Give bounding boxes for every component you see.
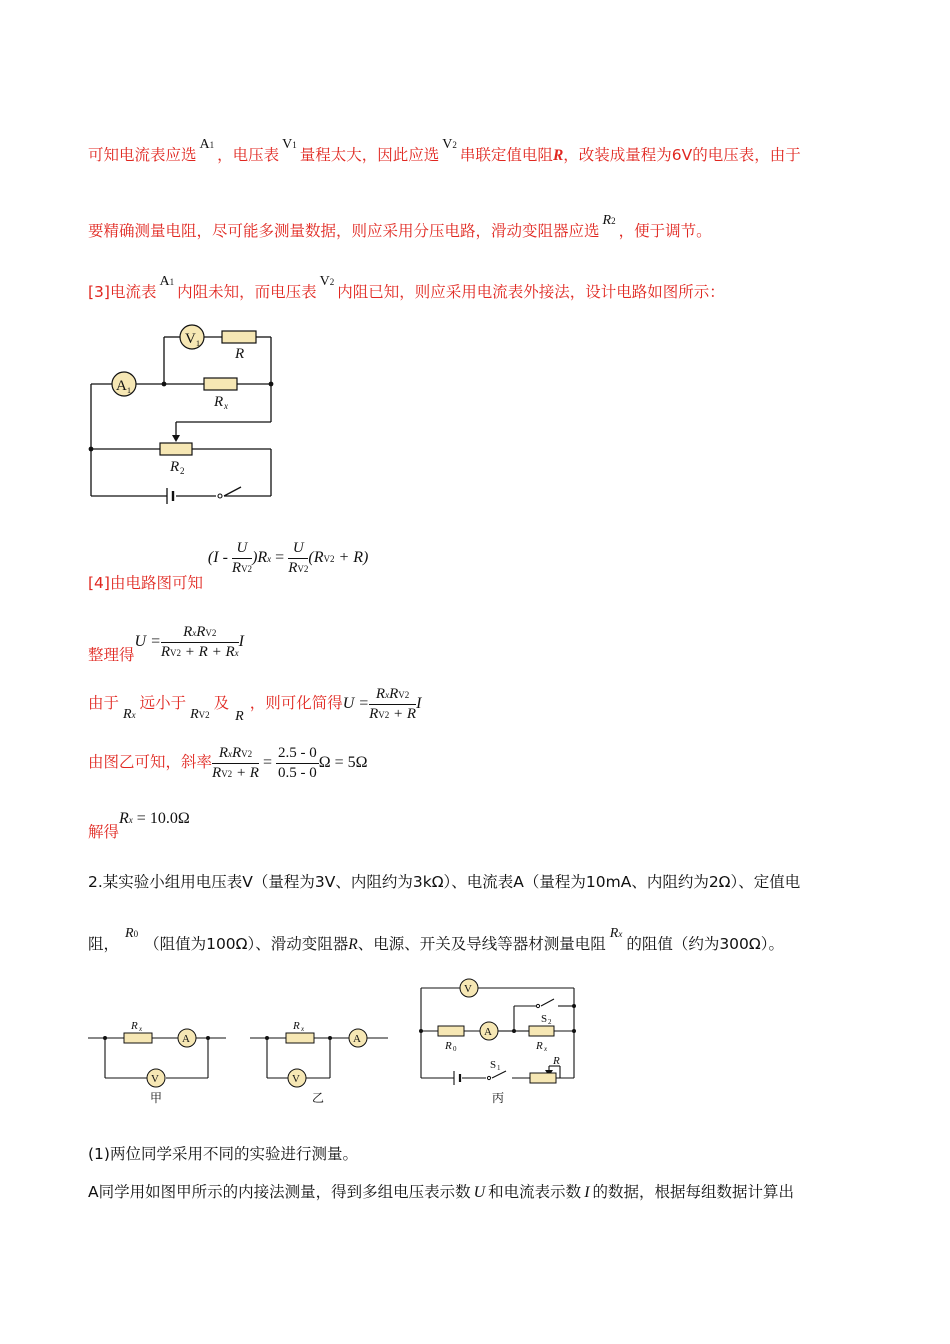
caption-jia: 甲 <box>150 1091 163 1105</box>
rheostat-r <box>530 1073 556 1083</box>
meter-label: V <box>292 1073 300 1085</box>
rheostat-sub: 2 <box>180 466 185 476</box>
label-sub: x <box>139 1025 143 1033</box>
resistor-r <box>222 331 256 343</box>
problem-2-line-1: 2.某实验小组用电压表V（量程为3V、内阻约为3kΩ）、电流表A（量程为10mA、内阻约为2Ω）、定值电 <box>88 873 801 891</box>
symbol-a1: A1 <box>159 274 175 289</box>
meter-label: A <box>484 1026 492 1038</box>
equation-3: U = $\frac{\text{RxRV2}}{RV2 + R}$ I <box>342 686 422 722</box>
text-segment: 和电流表示数 <box>488 1183 582 1201</box>
text-segment: 由图乙可知，斜率 <box>88 753 213 772</box>
solution-line-1 <box>88 137 801 165</box>
resistor-rx-yi <box>286 1033 314 1043</box>
resistor-rx-bing <box>529 1026 554 1036</box>
caption-bing: 丙 <box>492 1091 505 1105</box>
meter-label: A <box>182 1033 190 1045</box>
symbol-a1: A1 <box>199 137 215 152</box>
label-rx: R <box>536 1040 543 1052</box>
meter-label: A <box>353 1033 361 1045</box>
text-segment: 量程太大，因此应选 <box>299 146 440 164</box>
label-sub: 2 <box>548 1018 552 1026</box>
circuit-figures <box>86 978 586 1108</box>
meter-label: V <box>151 1073 159 1085</box>
text-segment: （阻值为100Ω）、滑动变阻器 <box>144 935 349 953</box>
solution-line-2 <box>88 213 712 241</box>
label-r: R <box>553 1055 560 1067</box>
symbol-r: R <box>235 709 244 725</box>
resistor-label: R <box>214 394 224 410</box>
meter-label: V <box>185 331 196 347</box>
symbol-v1: V1 <box>282 137 297 152</box>
symbol-r0: R0 <box>125 926 139 941</box>
text-segment: A同学用如图甲所示的内接法测量，得到多组电压表示数 <box>88 1183 471 1201</box>
symbol-i: I <box>584 1184 590 1201</box>
label-rx: R <box>293 1020 300 1032</box>
text-segment: ，改装成量程为6V的电压表，由于 <box>563 146 801 164</box>
symbol-u: U <box>473 1184 486 1201</box>
text-segment: 可知电流表应选 <box>88 146 197 164</box>
text-segment: ，电压表 <box>217 146 280 164</box>
text-segment: ，便于调节。 <box>618 222 712 240</box>
meter-label: V <box>464 983 472 995</box>
text-segment: 由于 <box>88 694 120 713</box>
rheostat-label: R <box>170 459 180 475</box>
resistor-rx-jia <box>124 1033 152 1043</box>
symbol-rx: Rx <box>609 926 623 941</box>
text-segment: 要精确测量电阻，尽可能多测量数据，则应采用分压电路，滑动变阻器应选 <box>88 222 600 240</box>
meter-sub: 1 <box>196 339 200 348</box>
caption-yi: 乙 <box>312 1091 325 1105</box>
symbol-rv2: RV2 <box>190 707 210 723</box>
text-segment: [4]由电路图可知 <box>88 574 203 593</box>
solution-line-3 <box>88 274 725 302</box>
text-segment: ，则可化简得 <box>249 694 343 713</box>
text-segment: 内阻未知，而电压表 <box>177 283 317 301</box>
rheostat-r2 <box>160 443 192 455</box>
meter-sub: 1 <box>127 386 131 395</box>
question-1-heading: (1)两位同学采用不同的实验进行测量。 <box>88 1145 358 1163</box>
label-sub: 1 <box>497 1064 501 1072</box>
text-segment: 内阻已知，则应采用电流表外接法，设计电路如图所示： <box>337 283 725 301</box>
text-segment: 的数据，根据每组数据计算出 <box>592 1183 795 1201</box>
label-s2: S <box>541 1013 548 1025</box>
meter-label: A <box>116 378 127 394</box>
symbol-r: R <box>552 147 564 164</box>
text-segment: 串联定值电阻 <box>459 146 553 164</box>
resistor-r0 <box>438 1026 464 1036</box>
label-rx: R <box>131 1020 138 1032</box>
text-segment: 、电源、开关及导线等器材测量电阻 <box>357 935 606 953</box>
problem-2-line-2 <box>88 926 784 954</box>
text-segment: 的阻值（约为300Ω）。 <box>626 935 784 953</box>
symbol-v2: V2 <box>442 137 457 152</box>
text-segment: 及 <box>213 694 230 713</box>
solution-line-5 <box>88 624 244 665</box>
equation-2: U = $\frac{\text{RxRV2}}{RV2 + R + Rx}$ I <box>134 624 244 660</box>
text-segment: 阻， <box>88 935 120 953</box>
symbol-r2: R2 <box>602 213 616 228</box>
circuit-diagram-1 <box>84 318 284 510</box>
label-s1: S <box>490 1059 497 1071</box>
label-sub: x <box>544 1045 548 1053</box>
symbol-v2: V2 <box>319 274 335 289</box>
text-segment: 解得 <box>88 823 120 841</box>
text-segment: [3]电流表 <box>88 283 157 301</box>
equation-4: $\frac{\text{RxRV2}}{RV2 + R}$ = $\frac{2.5 - 0}{0.5 - 0}$ Ω = 5Ω <box>212 745 368 781</box>
label-sub: 0 <box>453 1045 457 1053</box>
solution-line-6 <box>88 686 421 723</box>
resistor-rx <box>204 378 237 390</box>
label-sub: x <box>301 1025 305 1033</box>
text-segment: 远小于 <box>139 694 187 713</box>
symbol-r: R <box>348 936 358 953</box>
resistor-sub: x <box>224 401 228 411</box>
solution-line-4 <box>88 540 369 593</box>
solution-line-7 <box>88 745 368 782</box>
label-r0: R <box>445 1040 452 1052</box>
question-1-body <box>88 1180 794 1202</box>
equation-1: (I - $\frac{U}{RV2}$ )Rx = $\frac{U}{RV2}$ (RV2 + R) <box>207 540 369 576</box>
text-segment: 整理得 <box>88 646 135 665</box>
equation-5: Rx = 10.0Ω <box>119 810 190 827</box>
solution-line-8 <box>88 806 190 841</box>
symbol-rx: Rx <box>123 707 136 723</box>
resistor-label: R <box>235 346 245 362</box>
